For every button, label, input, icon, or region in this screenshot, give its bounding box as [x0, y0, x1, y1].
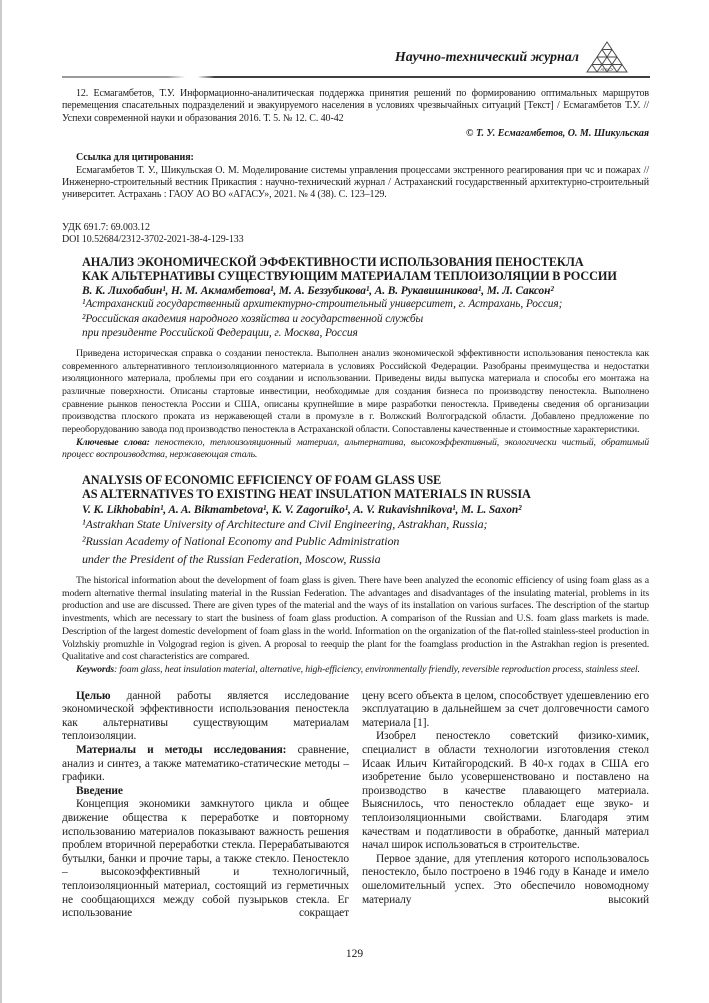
- keywords-ru-label: Ключевые слова:: [76, 436, 150, 448]
- keywords-en: [62, 664, 649, 677]
- body-paragraph-methods: [62, 744, 349, 785]
- header-divider: [62, 76, 650, 78]
- article-title-en-line1: ANALYSIS OF ECONOMIC EFFICIENCY OF FOAM GLASS USE: [82, 473, 442, 488]
- agasu-logo-icon: [585, 40, 629, 79]
- body-paragraph-price: [362, 690, 649, 731]
- affiliation-en-1: ¹Astrakhan State University of Architecture and Civil Engineering, Astrakhan, Russia;: [82, 516, 488, 531]
- keywords-en-label: Keywords: [76, 664, 114, 675]
- citation-label: Ссылка для цитирования:: [76, 152, 194, 164]
- journal-header-title: Научно-технический журнал: [394, 50, 579, 65]
- inventor-text: Изобрел пеностекло советский физико-химик, специалист в области технологии изготовления стекол Исаак Ильич Китайгородский. В 40-х годах в США его изобретение было усовершенствовано и поставлено на производство в качестве плавающего материала. Выяснилось, что пеностекло обладает еще звуко- и теплоизоляционными свойствами. Благодаря этим качествам и податливости в обработке, данный материал начал широк использоваться в строительстве.: [362, 730, 649, 852]
- first-building-text: Первое здание, для утепления которого использовалось пеностекло, было построено в 1946 году в Канаде и имело ошеломительный успех. Это обеспечило новомодному материалу высокий: [362, 852, 649, 906]
- keywords-ru: [62, 437, 649, 462]
- body-column-right: [362, 690, 649, 921]
- keywords-en-text: : foam glass, heat insulation material, alternative, high-efficiency, environmentally friendly, reversible reproduction process, stainless steel.: [114, 664, 640, 675]
- body-heading-introduction: [62, 785, 349, 799]
- goal-lead: Целью: [76, 689, 111, 702]
- affiliation-ru-1: ¹Астраханский государственный архитектурно-строительный университет, г. Астрахань, Россия;: [82, 298, 563, 311]
- russian-title-block: [82, 255, 649, 341]
- copyright-line: © Т. У. Есмагамбетов, О. М. Шикульская: [466, 128, 649, 140]
- article-title-en: [82, 473, 649, 501]
- article-title-ru-line2: КАК АЛЬТЕРНАТИВЫ СУЩЕСТВУЮЩИМ МАТЕРИАЛАМ ТЕПЛОИЗОЛЯЦИИ В РОССИИ: [82, 268, 617, 283]
- body-paragraph-goal: [62, 690, 349, 744]
- doi-code: DOI 10.52684/2312-3702-2021-38-4-129-133: [62, 234, 244, 246]
- body-paragraph-inventor: [362, 730, 649, 852]
- affiliation-ru-2: ²Российская академия народного хозяйства и государственной службы: [82, 312, 424, 325]
- page-content: [62, 88, 649, 921]
- english-title-block: [82, 473, 649, 568]
- body-paragraph-concept: [62, 798, 349, 920]
- page-number: 129: [345, 948, 364, 960]
- introduction-heading: Введение: [76, 784, 123, 797]
- affiliation-ru-3: при президенте Российской Федерации, г. Москва, Россия: [82, 327, 358, 340]
- affiliation-en-2: ²Russian Academy of National Economy and Public Administration: [82, 534, 400, 549]
- udk-code: УДК 691.7: 69.003.12: [62, 221, 150, 233]
- keywords-ru-text: пеностекло, теплоизоляционный материал, альтернатива, высокоэффективный, экологически чистый, обратимый процесс воспроизводства, нержавеющая сталь.: [62, 436, 649, 461]
- abstract-en: The historical information about the development of foam glass is given. There have been analyzed the economic efficiency of using foam glass as a modern alternative thermal insulating material in the Russian Federation. The advantages and disadvantages of the insulating material, problems in its production and use are discussed. There are given types of the material and the ways of its installation on various surfaces. The description of the startup investments, which are necessary to start the business of foam glass production. A comparison of the Russian and U.S. foam glass markets is made. Description of the largest domestic development of foam glass in the world. Information on the organization of the flat-rolled stainless-steel production in Volzhskiy promuzhle in Volgograd region is given. A proposal to reequip the plant for the foamglass production in the Astrakhan region is presented. Qualitative and cost characteristics are compared.: [62, 575, 649, 663]
- methods-lead: Материалы и методы исследования:: [76, 744, 287, 757]
- citation-text: Есмагамбетов Т. У., Шикульская О. М. Моделирование системы управления процессами экстренного реагирования при чс и пожарах // Инженерно-строительный вестник Прикаспия : научно-технический журнал / Астраханский государственный архитектурно-строительный университет. Астрахань : ГАОУ АО ВО «АГАСУ», 2021. № 4 (38). С. 123–129.: [62, 164, 649, 201]
- authors-ru: В. К. Лихобабин¹, Н. М. Акмамбетова¹, М. А. Беззубикова¹, А. В. Рукавишникова¹, М. Л. Саксон²: [82, 285, 554, 298]
- logo-text: АГАСУ: [600, 67, 614, 72]
- concept-text: Концепция экономики замкнутого цикла и общее движение общества к переработке и повторному использованию материалов показывают важность решения проблем вторичной переработки стекла. Перерабатываются бутылки, банки и прочие тары, а также стекло. Пеностекло – высокоэффективный и технологичный, теплоизоляционный материал, состоящий из герметичных не сообщающихся между собой пузырьков стекла. Ег использование сокращает: [62, 798, 349, 920]
- methods-text: сравнение, анализ и синтез, а также математико-статические методы – графики.: [62, 744, 349, 784]
- affiliation-en-3: under the President of the Russian Federation, Moscow, Russia: [82, 551, 381, 566]
- body-columns: [62, 690, 649, 921]
- body-paragraph-first-building: [362, 853, 649, 907]
- reference-item: 12. Есмагамбетов, Т.У. Информационно-аналитическая поддержка принятия решений по формированию оптимальных маршрутов перемещения спасательных подразделений и эвакуируемого населения в условиях чрезвычайных ситуаций [Текст] / Есмагамбетов Т.У. // Успехи современной науки и образования 2016. Т. 5. № 12. С. 40-42: [62, 88, 649, 124]
- body-column-left: [62, 690, 349, 921]
- article-title-en-line2: AS ALTERNATIVES TO EXISTING HEAT INSULATION MATERIALS IN RUSSIA: [82, 487, 531, 502]
- goal-text: данной работы является исследование экономической эффективности использования пеностекла как альтернативы существующим материалам теплоизоляции.: [62, 689, 349, 743]
- scan-edge-artifact: [0, 0, 2, 1003]
- authors-en: V. K. Likhobabin¹, A. A. Bikmambetova¹, K. V. Zagoruiko¹, A. V. Rukavishnikova¹, M. L. Saxon²: [82, 503, 522, 516]
- article-title-ru: [82, 255, 649, 283]
- article-title-ru-line1: АНАЛИЗ ЭКОНОМИЧЕСКОЙ ЭФФЕКТИВНОСТИ ИСПОЛЬЗОВАНИЯ ПЕНОСТЕКЛА: [82, 254, 584, 269]
- price-text: цену всего объекта в целом, способствует удешевлению его эксплуатацию в дальнейшем за счет долговечности самого материала [1].: [362, 689, 649, 729]
- abstract-ru: Приведена историческая справка о создании пеностекла. Выполнен анализ экономической эффективности использования пеностекла как современного альтернативного теплоизоляционного материала в условиях Российской Федерации. Разобраны преимущества и недостатки изоляционного материала, проблемы при его создании и использовании. Приведены виды выпуска материала и способы его монтажа на различные поверхности. Описаны стартовые инвестиции, необходимые для создания бизнеса по производству пеностекла. Выполнено сравнение рынков пеностекла России и США, описаны крупнейшие в мире разработки пеностекла. Приведены сведения об организации производства плоского проката из нержавеющей стали в промузле в г. Волжский Волгоградской области. Добавлено предложение по переоборудованию завода под производство пеностекла в Астраханской области. Сопоставлены качественные и стоимостные характеристики.: [62, 347, 649, 436]
